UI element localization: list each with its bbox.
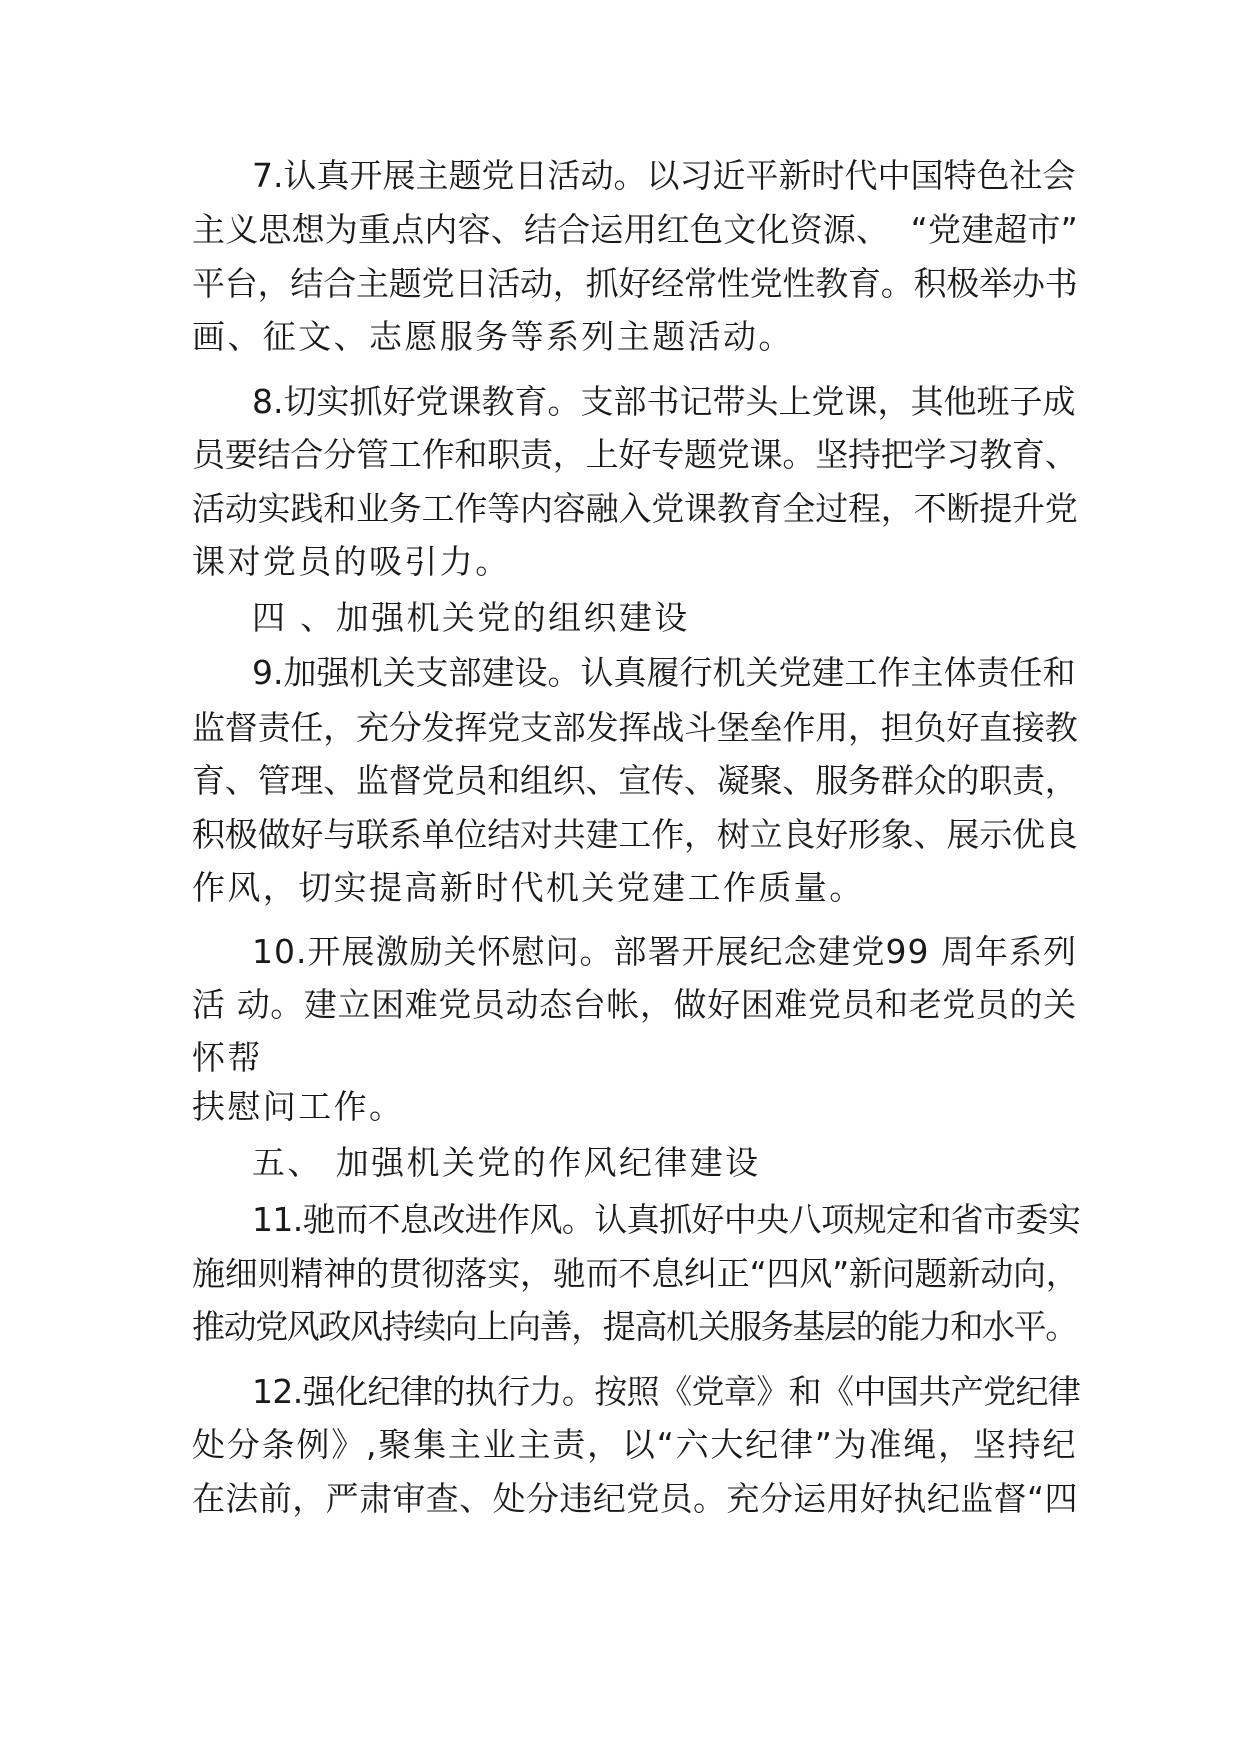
paragraph-8-line-2: 员要结合分管工作和职责，上好专题党课。坚持把学习教育、 xyxy=(192,435,1078,474)
paragraph-10-line-4: 扶慰问工作。 xyxy=(192,1087,405,1126)
paragraph-10-line-2: 活 动。建立困难党员动态台帐，做好困难党员和老党员的关 xyxy=(192,985,1077,1024)
section-heading-4: 四 、加强机关党的组织建设 xyxy=(252,598,690,637)
paragraph-9-line-5: 作风，切实提高新时代机关党建工作质量。 xyxy=(192,868,865,907)
paragraph-7-line-4: 画、征文、志愿服务等系列主题活动。 xyxy=(192,317,794,356)
paragraph-12-line-1: 12.强化纪律的执行力。按照《党章》和《中国共产党纪律 xyxy=(252,1372,1081,1411)
paragraph-8-line-1: 8.切实抓好党课教育。支部书记带头上党课，其他班子成 xyxy=(252,382,1076,421)
paragraph-12-line-2: 处分条例》,聚集主业主责，以“六大纪律”为准绳，坚持纪 xyxy=(192,1425,1078,1464)
section-heading-5: 五、 加强机关党的作风纪律建设 xyxy=(252,1143,761,1182)
paragraph-10-line-3: 怀帮 xyxy=(192,1038,263,1077)
paragraph-7-line-3: 平台，结合主题党日活动，抓好经常性党性教育。积极举办书 xyxy=(192,264,1078,303)
paragraph-11-line-1: 11.驰而不息改进作风。认真抓好中央八项规定和省市委实 xyxy=(252,1200,1081,1239)
paragraph-9-line-4: 积极做好与联系单位结对共建工作，树立良好形象、展示优良 xyxy=(192,815,1078,854)
paragraph-12-line-3: 在法前，严肃审查、处分违纪党员。充分运用好执纪监督“四 xyxy=(192,1479,1078,1518)
paragraph-8-line-4: 课对党员的吸引力。 xyxy=(192,542,511,581)
paragraph-9-line-3: 育、管理、监督党员和组织、宣传、凝聚、服务群众的职责， xyxy=(192,761,1078,800)
paragraph-11-line-3: 推动党风政风持续向上向善，提高机关服务基层的能力和水平。 xyxy=(192,1307,1077,1346)
paragraph-10-line-1: 10.开展激励关怀慰问。部署开展纪念建党99 周年系列 xyxy=(252,932,1077,971)
paragraph-8-line-3: 活动实践和业务工作等内容融入党课教育全过程，不断提升党 xyxy=(192,489,1078,528)
paragraph-7-line-2: 主义思想为重点内容、结合运用红色文化资源、 “党建超市” xyxy=(192,210,1078,249)
paragraph-11-line-2: 施细则精神的贯彻落实，驰而不息纠正“四风”新问题新动向， xyxy=(192,1254,1079,1293)
paragraph-7-line-1: 7.认真开展主题党日活动。以习近平新时代中国特色社会 xyxy=(252,156,1076,195)
paragraph-9-line-1: 9.加强机关支部建设。认真履行机关党建工作主体责任和 xyxy=(252,653,1076,692)
paragraph-9-line-2: 监督责任，充分发挥党支部发挥战斗堡垒作用，担负好直接教 xyxy=(192,708,1078,747)
